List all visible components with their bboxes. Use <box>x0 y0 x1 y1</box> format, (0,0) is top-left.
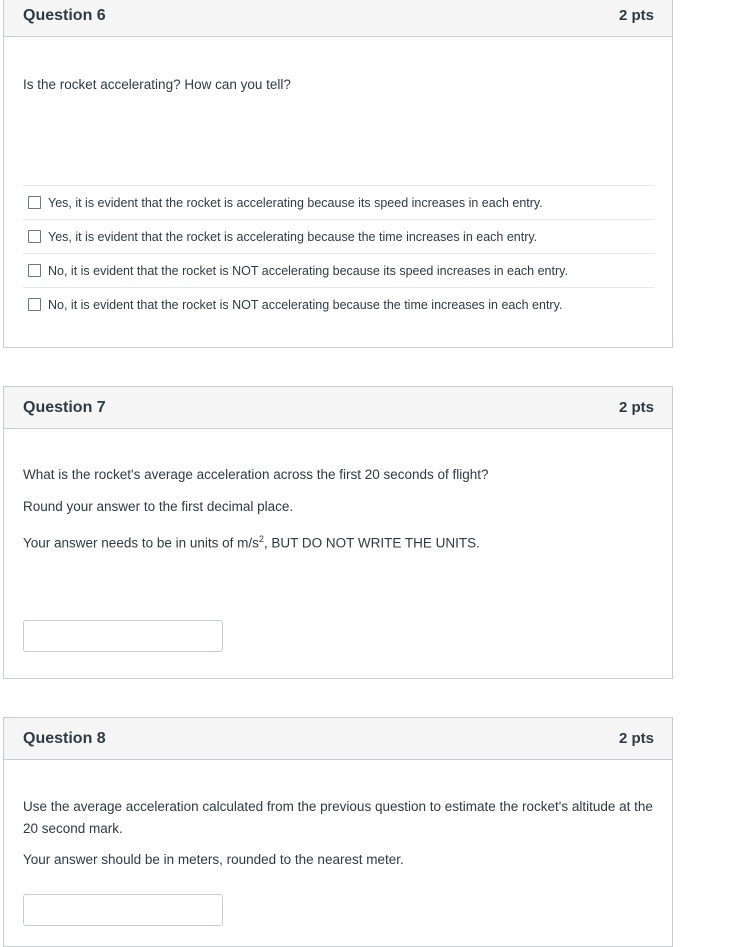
checkbox[interactable] <box>28 230 41 243</box>
answer-input[interactable] <box>23 894 223 926</box>
checkbox[interactable] <box>28 196 41 209</box>
answer-option[interactable] <box>23 287 654 321</box>
units-warning: , BUT DO NOT WRITE THE UNITS. <box>263 535 480 551</box>
question-7 <box>3 386 673 679</box>
answer-label: Yes, it is evident that the rocket is accelerating because the time increases in each entry. <box>48 229 538 244</box>
answer-list <box>23 185 654 321</box>
question-text-line: Use the average acceleration calculated from the previous question to estimate the rocket's altitude at the 20 second mark. <box>23 799 653 836</box>
question-title: Question 6 <box>23 6 106 24</box>
question-body <box>4 796 672 926</box>
question-8 <box>3 717 673 947</box>
question-points: 2 pts <box>618 7 654 24</box>
question-body <box>4 75 672 321</box>
checkbox[interactable] <box>28 264 41 277</box>
question-text-line: Round your answer to the first decimal place. <box>23 499 294 514</box>
question-points: 2 pts <box>618 730 654 747</box>
checkbox[interactable] <box>28 298 41 311</box>
units-text: Your answer needs to be in units of m/s <box>23 535 259 551</box>
answer-option[interactable] <box>23 185 654 219</box>
answer-label: Yes, it is evident that the rocket is accelerating because its speed increases in each entry. <box>48 195 543 210</box>
question-prompt: Is the rocket accelerating? How can you tell? <box>23 77 291 92</box>
question-title: Question 7 <box>23 398 106 416</box>
answer-option[interactable] <box>23 253 654 287</box>
question-text-line: Your answer should be in meters, rounded to the nearest meter. <box>23 852 404 867</box>
question-body <box>4 465 672 652</box>
answer-option[interactable] <box>23 219 654 253</box>
question-6 <box>3 0 673 348</box>
question-header <box>4 718 672 760</box>
question-points: 2 pts <box>618 399 654 416</box>
answer-label: No, it is evident that the rocket is NOT accelerating because the time increases in each entry. <box>48 297 563 312</box>
question-title: Question 8 <box>23 729 106 747</box>
question-text-line <box>23 529 654 554</box>
question-text-line: What is the rocket's average acceleration across the first 20 seconds of flight? <box>23 467 489 482</box>
question-header <box>4 0 672 37</box>
question-header <box>4 387 672 429</box>
units-superscript: 2 <box>258 534 264 544</box>
answer-input[interactable] <box>23 620 223 652</box>
answer-label: No, it is evident that the rocket is NOT accelerating because its speed increases in each entry. <box>48 263 568 278</box>
